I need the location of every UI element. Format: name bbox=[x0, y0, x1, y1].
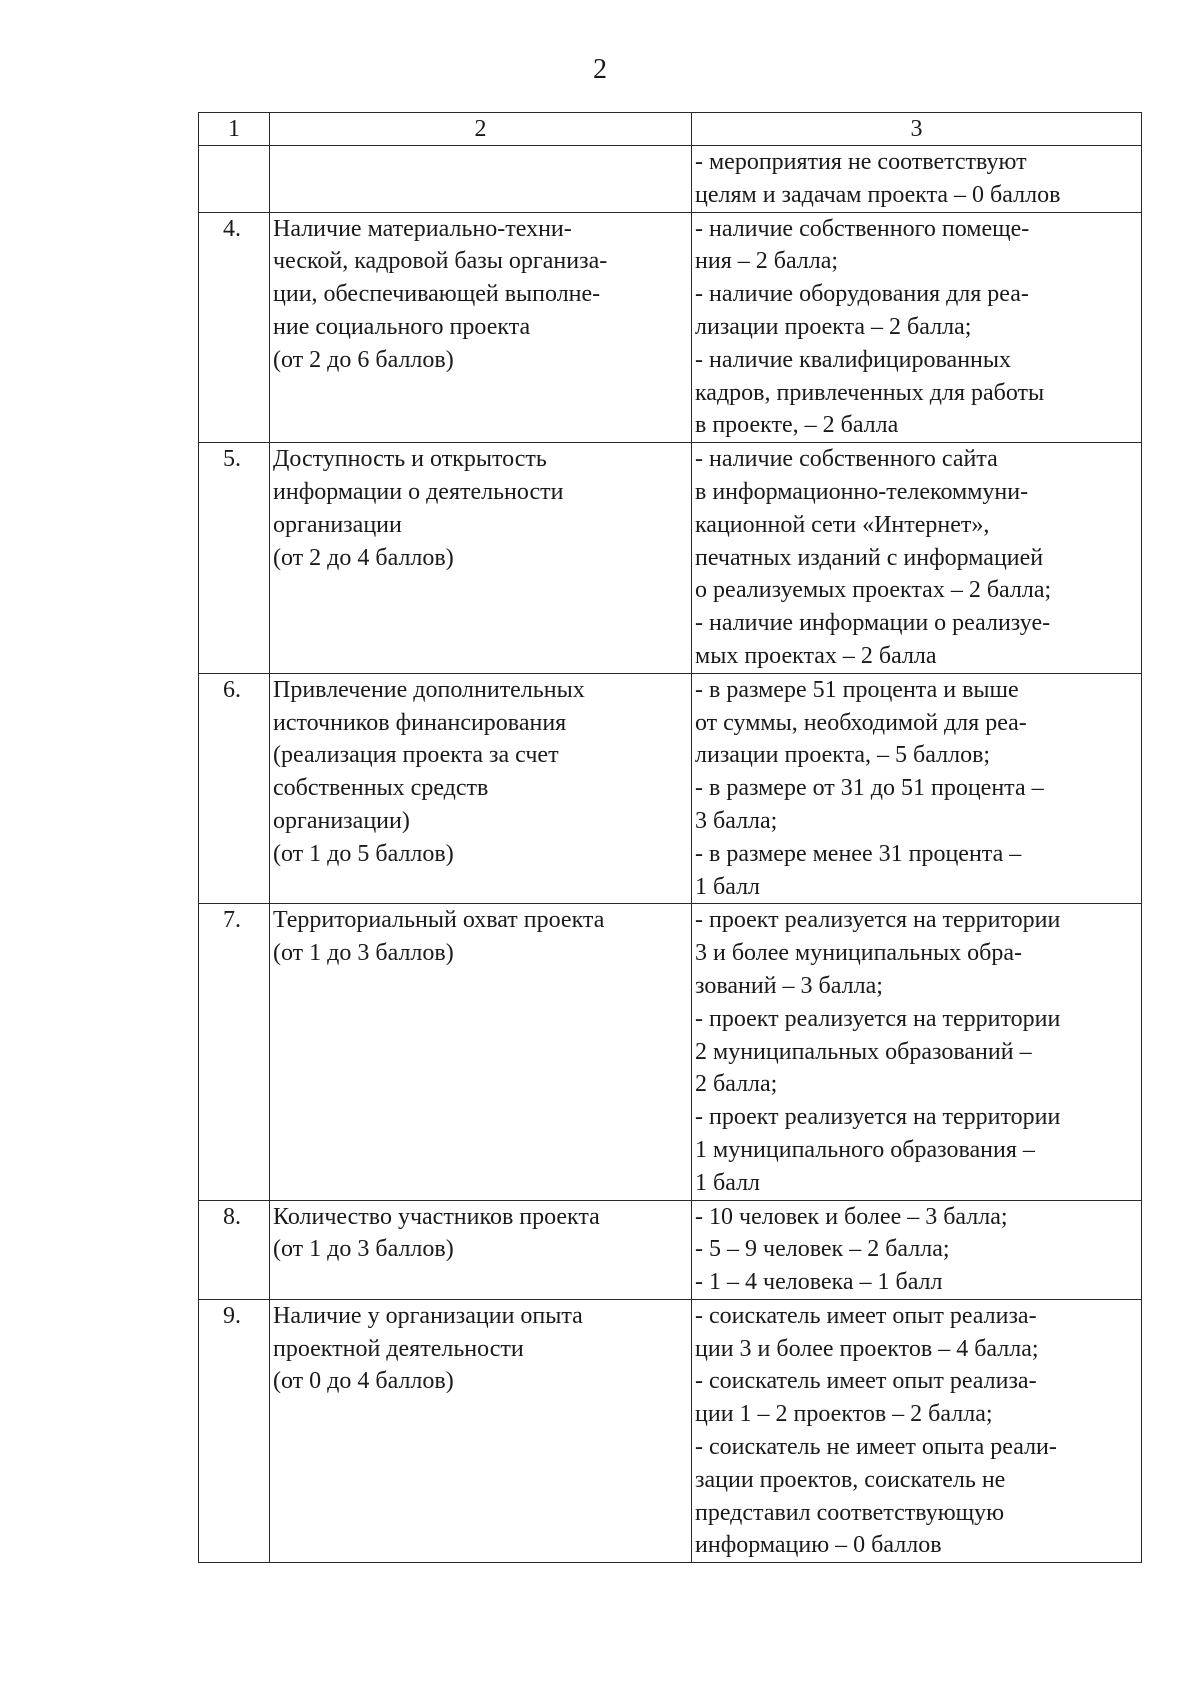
criterion-cell bbox=[270, 1200, 692, 1299]
criterion-cell bbox=[270, 673, 692, 904]
column-header-criterion: 2 bbox=[270, 113, 692, 146]
criteria-table bbox=[198, 112, 1142, 1563]
criterion-line: ции, обеспечивающей выполне- bbox=[273, 281, 601, 308]
criterion-line: Доступность и открытость bbox=[273, 446, 547, 473]
criterion-line: ние социального проекта bbox=[273, 313, 531, 340]
criterion-cell bbox=[270, 1299, 692, 1562]
scoring-line: целям и задачам проекта – 0 баллов bbox=[695, 181, 1061, 208]
scoring-line: в информационно-телекоммуни- bbox=[695, 478, 1029, 505]
scoring-line: в проекте, – 2 балла bbox=[695, 412, 899, 439]
scoring-line: - соискатель не имеет опыта реали- bbox=[695, 1434, 1057, 1461]
scoring-line: зований – 3 балла; bbox=[695, 972, 883, 999]
scoring-line: 1 балл bbox=[695, 873, 761, 900]
scoring-line: - 1 – 4 человека – 1 балл bbox=[695, 1269, 943, 1296]
scoring-cell bbox=[692, 443, 1142, 674]
scoring-line: ния – 2 балла; bbox=[695, 248, 839, 275]
scoring-line: лизации проекта – 2 балла; bbox=[695, 313, 972, 340]
table-row bbox=[199, 1299, 1142, 1562]
row-number: 4. bbox=[199, 212, 270, 443]
scoring-line: 2 балла; bbox=[695, 1071, 778, 1098]
criterion-line: (от 0 до 4 баллов) bbox=[273, 1368, 454, 1395]
scoring-line: от суммы, необходимой для реа- bbox=[695, 709, 1027, 736]
scoring-line: - в размере менее 31 процента – bbox=[695, 840, 1022, 867]
scoring-line: ции 1 – 2 проектов – 2 балла; bbox=[695, 1401, 993, 1428]
scoring-line: - соискатель имеет опыт реализа- bbox=[695, 1368, 1037, 1395]
criterion-line: собственных средств bbox=[273, 775, 489, 802]
scoring-line: информацию – 0 баллов bbox=[695, 1532, 942, 1559]
criterion-line: (от 1 до 3 баллов) bbox=[273, 1236, 454, 1263]
criterion-line: Территориальный охват проекта bbox=[273, 907, 605, 934]
scoring-line: о реализуемых проектах – 2 балла; bbox=[695, 577, 1052, 604]
scoring-line: - в размере от 31 до 51 процента – bbox=[695, 775, 1044, 802]
scoring-line: ции 3 и более проектов – 4 балла; bbox=[695, 1335, 1039, 1362]
criterion-cell bbox=[270, 212, 692, 443]
criterion-line: Наличие материально-техни- bbox=[273, 215, 572, 242]
scoring-line: - 10 человек и более – 3 балла; bbox=[695, 1203, 1008, 1230]
criterion-line: проектной деятельности bbox=[273, 1335, 524, 1362]
criterion-line: ческой, кадровой базы организа- bbox=[273, 248, 608, 275]
table-row bbox=[199, 443, 1142, 674]
criterion-line: Количество участников проекта bbox=[273, 1203, 600, 1230]
table-header-row bbox=[199, 113, 1142, 146]
criterion-line: организации) bbox=[273, 807, 410, 834]
criterion-line: организации bbox=[273, 511, 402, 538]
scoring-line: кадров, привлеченных для работы bbox=[695, 379, 1045, 406]
scoring-line: лизации проекта, – 5 баллов; bbox=[695, 742, 991, 769]
scoring-line: 2 муниципальных образований – bbox=[695, 1038, 1032, 1065]
scoring-line: - проект реализуется на территории bbox=[695, 907, 1061, 934]
column-header-number: 1 bbox=[199, 113, 270, 146]
scoring-line: - наличие квалифицированных bbox=[695, 346, 1012, 373]
scoring-line: - наличие собственного помеще- bbox=[695, 215, 1030, 242]
scoring-line: 1 балл bbox=[695, 1169, 761, 1196]
scoring-cell bbox=[692, 1299, 1142, 1562]
scoring-line: 1 муниципального образования – bbox=[695, 1136, 1035, 1163]
scoring-cell bbox=[692, 1200, 1142, 1299]
criterion-line: (от 1 до 3 баллов) bbox=[273, 940, 454, 967]
row-number: 8. bbox=[199, 1200, 270, 1299]
column-header-scoring: 3 bbox=[692, 113, 1142, 146]
scoring-line: 3 балла; bbox=[695, 807, 778, 834]
scoring-line: - наличие собственного сайта bbox=[695, 446, 998, 473]
scoring-line: печатных изданий с информацией bbox=[695, 544, 1044, 571]
table-row bbox=[199, 146, 1142, 213]
row-number: 6. bbox=[199, 673, 270, 904]
table-row bbox=[199, 212, 1142, 443]
scoring-line: - 5 – 9 человек – 2 балла; bbox=[695, 1236, 950, 1263]
scoring-line: - наличие информации о реализуе- bbox=[695, 610, 1051, 637]
criterion-line: информации о деятельности bbox=[273, 478, 564, 505]
scoring-cell bbox=[692, 904, 1142, 1200]
scoring-line: зации проектов, соискатель не bbox=[695, 1466, 1006, 1493]
criterion-line: источников финансирования bbox=[273, 709, 567, 736]
criterion-line: (от 2 до 6 баллов) bbox=[273, 346, 454, 373]
criterion-cell bbox=[270, 443, 692, 674]
page-number: 2 bbox=[593, 54, 607, 85]
table-row bbox=[199, 904, 1142, 1200]
scoring-cell bbox=[692, 673, 1142, 904]
table-row bbox=[199, 673, 1142, 904]
criterion-cell bbox=[270, 146, 692, 213]
scoring-line: представил соответствующую bbox=[695, 1499, 1005, 1526]
scoring-line: - соискатель имеет опыт реализа- bbox=[695, 1302, 1037, 1329]
scoring-line: - мероприятия не соответствуют bbox=[695, 149, 1027, 175]
scoring-line: - проект реализуется на территории bbox=[695, 1005, 1061, 1032]
criterion-line: Привлечение дополнительных bbox=[273, 676, 585, 703]
criterion-line: (от 2 до 4 баллов) bbox=[273, 544, 454, 571]
scoring-line: 3 и более муниципальных обра- bbox=[695, 940, 1023, 967]
criterion-line: (реализация проекта за счет bbox=[273, 742, 559, 769]
criterion-line: (от 1 до 5 баллов) bbox=[273, 840, 454, 867]
scoring-line: - проект реализуется на территории bbox=[695, 1104, 1061, 1131]
scoring-line: - наличие оборудования для реа- bbox=[695, 281, 1029, 308]
row-number bbox=[199, 146, 270, 213]
scoring-cell bbox=[692, 146, 1142, 213]
table-body bbox=[199, 146, 1142, 1563]
criterion-line: Наличие у организации опыта bbox=[273, 1302, 583, 1329]
criterion-cell bbox=[270, 904, 692, 1200]
row-number: 5. bbox=[199, 443, 270, 674]
scoring-line: - в размере 51 процента и выше bbox=[695, 676, 1019, 703]
scoring-line: кационной сети «Интернет», bbox=[695, 511, 990, 538]
row-number: 7. bbox=[199, 904, 270, 1200]
table-row bbox=[199, 1200, 1142, 1299]
scoring-cell bbox=[692, 212, 1142, 443]
row-number: 9. bbox=[199, 1299, 270, 1562]
scoring-line: мых проектах – 2 балла bbox=[695, 642, 937, 669]
